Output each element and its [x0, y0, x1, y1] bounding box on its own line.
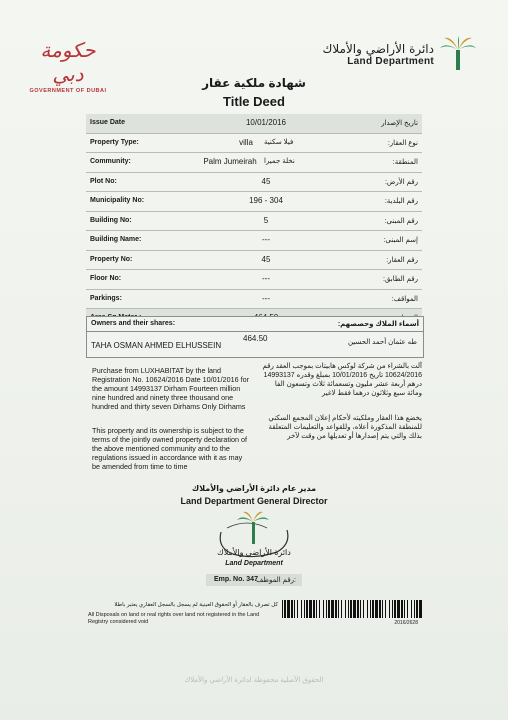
barcode-bar — [326, 600, 327, 618]
field-row-community — [86, 153, 422, 173]
stamp-text-en: Land Department — [225, 560, 283, 567]
employee-number-box — [206, 574, 302, 586]
purchase-text-ar: آلت بالشراء من شركة لوكس هابيتات بموجب العقد رقم 10624/2016 تاريخ 10/01/2016 بمبلغ وقدره 14993137 درهم أربعة عشر مليون وتسعمائة ثلاث وتسعون الفا ومائة سبع وثلاثون درهما فقط لاغير — [262, 363, 422, 397]
gov-logo-caption: GOVERNMENT OF DUBAI — [29, 88, 107, 94]
owner-row — [87, 332, 423, 356]
emp-number-label-ar: رقم الموظف: — [256, 577, 296, 584]
barcode-bar — [291, 600, 293, 618]
field-value: 45 — [261, 254, 271, 264]
barcode-bar — [323, 600, 324, 618]
barcode-bar — [335, 600, 337, 618]
barcode-bar — [367, 600, 368, 618]
field-label: Building Name: — [90, 236, 142, 243]
footer — [86, 600, 422, 630]
field-value: villa — [239, 137, 253, 147]
barcode-bar — [301, 600, 302, 618]
owners-header-ar: أسماء الملاك وحصصهم: — [337, 321, 419, 328]
subject-text-en: This property and its ownership is subject to the terms of the jointly owned property declaration of the above mentioned community and to the regulations issued in accordance with it as may be amended from time to time — [92, 426, 248, 471]
field-label: Community: — [90, 158, 131, 165]
barcode-bar — [370, 600, 371, 618]
barcode-bar — [394, 600, 396, 618]
barcode-bar — [407, 600, 408, 618]
barcode-bar — [345, 600, 346, 618]
barcode-bar — [419, 600, 422, 618]
field-row-plot-no — [86, 173, 422, 193]
field-label: Property No: — [90, 255, 133, 263]
field-row-municipality-no — [86, 192, 422, 212]
purchase-text-en: Purchase from LUXHABITAT by the land Registration No. 10624/2016 Date 10/01/2016 for the amount 14993137 Dirham Fourteen million nine hundred and ninety three thousand one hundred and thirty seven Dirhams Only Dirhams — [92, 366, 250, 411]
field-label-ar: رقم العقار: — [386, 256, 418, 264]
barcode-bar — [328, 600, 330, 618]
field-label-ar: إسم المبنى: — [383, 237, 418, 244]
barcode-bar — [348, 600, 349, 618]
field-value: --- — [262, 293, 270, 303]
field-value: 10/01/2016 — [245, 118, 287, 127]
owners-box — [86, 316, 424, 358]
field-label-ar: المنطقة: — [392, 159, 418, 166]
field-label-ar: رقم الطابق: — [382, 276, 418, 283]
barcode-bar — [353, 600, 356, 618]
director-title-ar: مدير عام دائرة الأراضي والأملاك — [191, 484, 317, 493]
barcode-number: 2016/2628 — [394, 620, 418, 626]
owner-name-ar: طه عثمان أحمد الحسين — [347, 339, 417, 346]
barcode-bar — [416, 600, 418, 618]
barcode-bar — [411, 600, 412, 618]
palm-tree-icon — [438, 34, 478, 74]
barcode-bar — [284, 600, 286, 618]
barcode-bar — [404, 600, 405, 618]
field-row-parkings — [86, 290, 422, 310]
field-row-floor-no — [86, 270, 422, 290]
field-label: Parkings: — [90, 294, 122, 302]
deed-fields-table — [86, 114, 422, 329]
field-row-property-type — [86, 134, 422, 154]
field-row-issue-date — [86, 114, 422, 134]
barcode-bar — [282, 600, 283, 618]
field-label-ar: المواقف: — [391, 295, 418, 303]
barcode-bar — [350, 600, 352, 618]
barcode-bar — [401, 600, 403, 618]
barcode-bar — [389, 600, 390, 618]
barcode-bar — [316, 600, 317, 618]
field-row-building-no — [86, 212, 422, 232]
barcode-bar — [331, 600, 334, 618]
barcode-bar — [341, 600, 342, 618]
barcode-bar — [287, 600, 290, 618]
field-label: Property Type: — [90, 138, 139, 146]
field-label-ar: رقم المبنى: — [384, 217, 418, 225]
barcode-bar — [397, 600, 400, 618]
barcode-bar — [379, 600, 381, 618]
field-row-property-no — [86, 251, 422, 271]
field-value: 45 — [261, 176, 271, 186]
barcode-bar — [414, 600, 415, 618]
owners-header-en: Owners and their shares: — [91, 320, 176, 327]
barcode-bar — [385, 600, 386, 618]
field-row-building-name — [86, 231, 422, 251]
field-value: 196 - 304 — [249, 196, 283, 205]
barcode-bar — [357, 600, 359, 618]
field-value: --- — [262, 274, 270, 283]
gov-logo-script: حكومة دبي — [40, 38, 96, 86]
dept-name-en: Land Department — [347, 56, 434, 67]
subject-text-ar: يخضع هذا العقار وملكيته لأحكام إعلان المجمع السكني للمنطقة المذكورة أعلاه، وللقواعد والتعليمات المتعلقة بذلك والتي يتم إصدارها أو تعديلها من وقت لآخر — [268, 415, 422, 440]
title-english: Title Deed — [223, 94, 285, 109]
field-label: Issue Date — [90, 119, 126, 126]
barcode-bar — [338, 600, 339, 618]
barcode — [282, 600, 422, 618]
title-arabic: شهادة ملكية عقار — [202, 76, 306, 90]
barcode-bar — [382, 600, 383, 618]
footer-note-en: All Disposals on land or real rights over land not registered in the Land Registry considered void — [88, 612, 260, 625]
field-value-ar: نخلة جميرا — [264, 158, 295, 165]
field-value: Palm Jumeirah — [203, 157, 257, 166]
footer-note-ar: كل تصرف بالعقار أو الحقوق العينية لم يسجل بالسجل العقاري يعتبر باطلا — [114, 602, 278, 608]
barcode-bar — [363, 600, 364, 618]
barcode-bar — [372, 600, 374, 618]
field-label-ar: نوع العقار: — [387, 139, 418, 147]
barcode-bar — [304, 600, 305, 618]
field-label: Floor No: — [90, 275, 122, 282]
emp-number: Emp. No. 347 — [214, 576, 258, 583]
field-label-ar: رقم الأرض: — [384, 178, 418, 186]
barcode-bar — [392, 600, 393, 618]
barcode-bar — [306, 600, 308, 618]
dept-name-ar: دائرة الأراضي والأملاك — [322, 42, 434, 56]
owners-header — [87, 317, 423, 332]
director-title-en: Land Department General Director — [180, 496, 328, 506]
barcode-bar — [297, 600, 298, 618]
barcode-bar — [313, 600, 315, 618]
land-department-logo-text — [322, 42, 434, 67]
barcode-bar — [375, 600, 378, 618]
field-label-ar: تاريخ الإصدار — [381, 120, 418, 127]
bottom-watermark-text: الحقوق الأصلية محفوظة لدائرة الأراضي والأملاك — [184, 677, 324, 684]
barcode-bar — [319, 600, 320, 618]
stamp-text-ar: دائرة الأراضي والأملاك — [217, 548, 291, 557]
field-value: --- — [262, 235, 270, 244]
field-label: Plot No: — [90, 177, 117, 185]
field-label-ar: رقم البلدية: — [384, 198, 418, 205]
department-seal — [207, 508, 301, 578]
field-label: Building No: — [90, 216, 132, 224]
barcode-bar — [309, 600, 312, 618]
field-value-ar: فيلا سكنية — [264, 138, 294, 146]
barcode-bar — [360, 600, 361, 618]
barcode-bar — [294, 600, 295, 618]
field-value: 5 — [263, 215, 269, 225]
owner-name-en: TAHA OSMAN AHMED ELHUSSEIN — [91, 341, 222, 350]
field-label: Municipality No: — [90, 197, 145, 204]
owner-share: 464.50 — [243, 334, 268, 343]
